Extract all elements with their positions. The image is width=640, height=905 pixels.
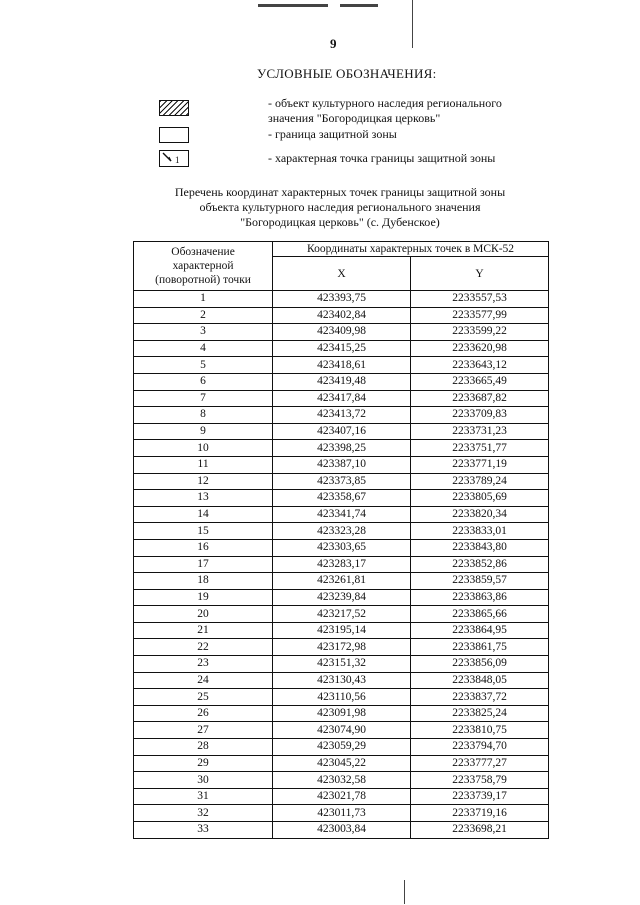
table-row [134, 739, 549, 756]
cell-y: 2233789,24 [411, 473, 549, 490]
table-row [134, 689, 549, 706]
legend-item-zone: - граница защитной зоны [268, 127, 397, 141]
cell-y: 2233665,49 [411, 373, 549, 390]
cell-x: 423409,98 [273, 324, 411, 341]
cell-x: 423091,98 [273, 705, 411, 722]
cell-x: 423341,74 [273, 506, 411, 523]
cell-x: 423239,84 [273, 589, 411, 606]
cell-point-number: 6 [134, 373, 273, 390]
cell-point-number: 11 [134, 456, 273, 473]
cell-x: 423373,85 [273, 473, 411, 490]
cell-y: 2233698,21 [411, 822, 549, 839]
zone-boundary-icon [159, 127, 189, 143]
cell-y: 2233820,34 [411, 506, 549, 523]
page-number: 9 [330, 36, 337, 51]
legend-item-heritage [268, 96, 502, 126]
cell-point-number: 9 [134, 423, 273, 440]
cell-x: 423045,22 [273, 755, 411, 772]
header-coordinates: Координаты характерных точек в МСК-52 [273, 242, 549, 257]
cell-x: 423407,16 [273, 423, 411, 440]
cell-x: 423398,25 [273, 440, 411, 457]
cell-y: 2233865,66 [411, 606, 549, 623]
cell-y: 2233856,09 [411, 656, 549, 673]
cell-point-number: 2 [134, 307, 273, 324]
cell-point-number: 29 [134, 755, 273, 772]
cell-y: 2233810,75 [411, 722, 549, 739]
cell-point-number: 7 [134, 390, 273, 407]
cell-x: 423074,90 [273, 722, 411, 739]
cell-x: 423172,98 [273, 639, 411, 656]
cell-x: 423323,28 [273, 523, 411, 540]
table-row [134, 539, 549, 556]
cell-x: 423151,32 [273, 656, 411, 673]
cell-point-number: 15 [134, 523, 273, 540]
cell-y: 2233833,01 [411, 523, 549, 540]
table-row [134, 506, 549, 523]
cell-y: 2233863,86 [411, 589, 549, 606]
cell-y: 2233848,05 [411, 672, 549, 689]
cell-point-number: 4 [134, 340, 273, 357]
legend-item-heritage-line1: - объект культурного наследия регионального [268, 96, 502, 110]
table-row [134, 390, 549, 407]
cell-x: 423021,78 [273, 788, 411, 805]
cell-y: 2233577,99 [411, 307, 549, 324]
table-row [134, 573, 549, 590]
list-title-line1: Перечень координат характерных точек границы защитной зоны [174, 185, 506, 199]
cell-x: 423387,10 [273, 456, 411, 473]
table-row [134, 622, 549, 639]
scan-line-bottom [404, 880, 405, 904]
cell-point-number: 5 [134, 357, 273, 374]
header-point-name-line3: (поворотной) точки [155, 274, 251, 286]
table-row [134, 357, 549, 374]
list-title-line3: "Богородицкая церковь" (с. Дубенское) [240, 215, 440, 229]
cell-point-number: 26 [134, 705, 273, 722]
cell-y: 2233771,19 [411, 456, 549, 473]
cell-point-number: 23 [134, 656, 273, 673]
cell-y: 2233852,86 [411, 556, 549, 573]
legend-item-heritage-line2: значения "Богородицкая церковь" [268, 111, 441, 125]
cell-y: 2233777,27 [411, 755, 549, 772]
cell-point-number: 16 [134, 539, 273, 556]
cell-point-number: 32 [134, 805, 273, 822]
hatched-area-icon [159, 100, 189, 116]
table-row [134, 440, 549, 457]
cell-y: 2233837,72 [411, 689, 549, 706]
table-row [134, 556, 549, 573]
scan-mark-top [258, 4, 328, 7]
table-row [134, 656, 549, 673]
table-row [134, 755, 549, 772]
header-point-name [134, 242, 273, 291]
cell-point-number: 21 [134, 622, 273, 639]
cell-point-number: 28 [134, 739, 273, 756]
cell-point-number: 19 [134, 589, 273, 606]
table-row [134, 822, 549, 839]
cell-y: 2233859,57 [411, 573, 549, 590]
cell-y: 2233620,98 [411, 340, 549, 357]
table-row [134, 672, 549, 689]
cell-point-number: 14 [134, 506, 273, 523]
cell-y: 2233805,69 [411, 490, 549, 507]
boundary-point-icon [159, 150, 189, 167]
cell-x: 423417,84 [273, 390, 411, 407]
header-y: Y [411, 257, 549, 291]
cell-point-number: 13 [134, 490, 273, 507]
cell-y: 2233794,70 [411, 739, 549, 756]
cell-y: 2233825,24 [411, 705, 549, 722]
cell-x: 423032,58 [273, 772, 411, 789]
cell-y: 2233843,80 [411, 539, 549, 556]
cell-point-number: 25 [134, 689, 273, 706]
table-row [134, 805, 549, 822]
table-row [134, 373, 549, 390]
cell-x: 423393,75 [273, 291, 411, 308]
cell-point-number: 18 [134, 573, 273, 590]
table-row [134, 456, 549, 473]
cell-x: 423283,17 [273, 556, 411, 573]
cell-point-number: 3 [134, 324, 273, 341]
table-row [134, 490, 549, 507]
scan-line-top [412, 0, 413, 48]
table-row [134, 639, 549, 656]
cell-y: 2233709,83 [411, 407, 549, 424]
table-row [134, 722, 549, 739]
cell-x: 423415,25 [273, 340, 411, 357]
legend-title: УСЛОВНЫЕ ОБОЗНАЧЕНИЯ: [257, 66, 437, 81]
cell-y: 2233687,82 [411, 390, 549, 407]
table-row [134, 772, 549, 789]
cell-point-number: 10 [134, 440, 273, 457]
table-row [134, 307, 549, 324]
cell-x: 423011,73 [273, 805, 411, 822]
table-row [134, 324, 549, 341]
list-title-line2: объекта культурного наследия регионального значения [199, 200, 481, 214]
table-row [134, 705, 549, 722]
cell-x: 423217,52 [273, 606, 411, 623]
table-row [134, 606, 549, 623]
table-row [134, 473, 549, 490]
table-row [134, 788, 549, 805]
cell-x: 423418,61 [273, 357, 411, 374]
cell-point-number: 1 [134, 291, 273, 308]
cell-x: 423059,29 [273, 739, 411, 756]
table-row [134, 407, 549, 424]
table-row [134, 523, 549, 540]
cell-y: 2233719,16 [411, 805, 549, 822]
cell-x: 423358,67 [273, 490, 411, 507]
cell-y: 2233861,75 [411, 639, 549, 656]
header-x: X [273, 257, 411, 291]
cell-point-number: 17 [134, 556, 273, 573]
cell-x: 423413,72 [273, 407, 411, 424]
cell-y: 2233731,23 [411, 423, 549, 440]
table-row [134, 589, 549, 606]
table-row [134, 423, 549, 440]
table-row [134, 340, 549, 357]
cell-x: 423303,65 [273, 539, 411, 556]
cell-x: 423419,48 [273, 373, 411, 390]
cell-y: 2233864,95 [411, 622, 549, 639]
cell-point-number: 30 [134, 772, 273, 789]
cell-x: 423261,81 [273, 573, 411, 590]
cell-point-number: 8 [134, 407, 273, 424]
cell-point-number: 27 [134, 722, 273, 739]
cell-y: 2233599,22 [411, 324, 549, 341]
cell-point-number: 24 [134, 672, 273, 689]
cell-point-number: 33 [134, 822, 273, 839]
cell-point-number: 20 [134, 606, 273, 623]
cell-y: 2233643,12 [411, 357, 549, 374]
svg-text:1: 1 [175, 155, 180, 165]
cell-y: 2233739,17 [411, 788, 549, 805]
cell-y: 2233751,77 [411, 440, 549, 457]
cell-x: 423110,56 [273, 689, 411, 706]
scan-mark-top-2 [340, 4, 378, 7]
coordinates-table [133, 241, 549, 839]
cell-x: 423003,84 [273, 822, 411, 839]
cell-point-number: 12 [134, 473, 273, 490]
header-point-name-line1: Обозначение [171, 246, 235, 258]
cell-y: 2233758,79 [411, 772, 549, 789]
legend-item-point: - характерная точка границы защитной зоны [268, 151, 496, 165]
table-row [134, 291, 549, 308]
header-point-name-line2: характерной [172, 260, 234, 272]
cell-x: 423402,84 [273, 307, 411, 324]
cell-y: 2233557,53 [411, 291, 549, 308]
cell-point-number: 22 [134, 639, 273, 656]
cell-x: 423130,43 [273, 672, 411, 689]
cell-x: 423195,14 [273, 622, 411, 639]
cell-point-number: 31 [134, 788, 273, 805]
list-title [140, 185, 540, 230]
